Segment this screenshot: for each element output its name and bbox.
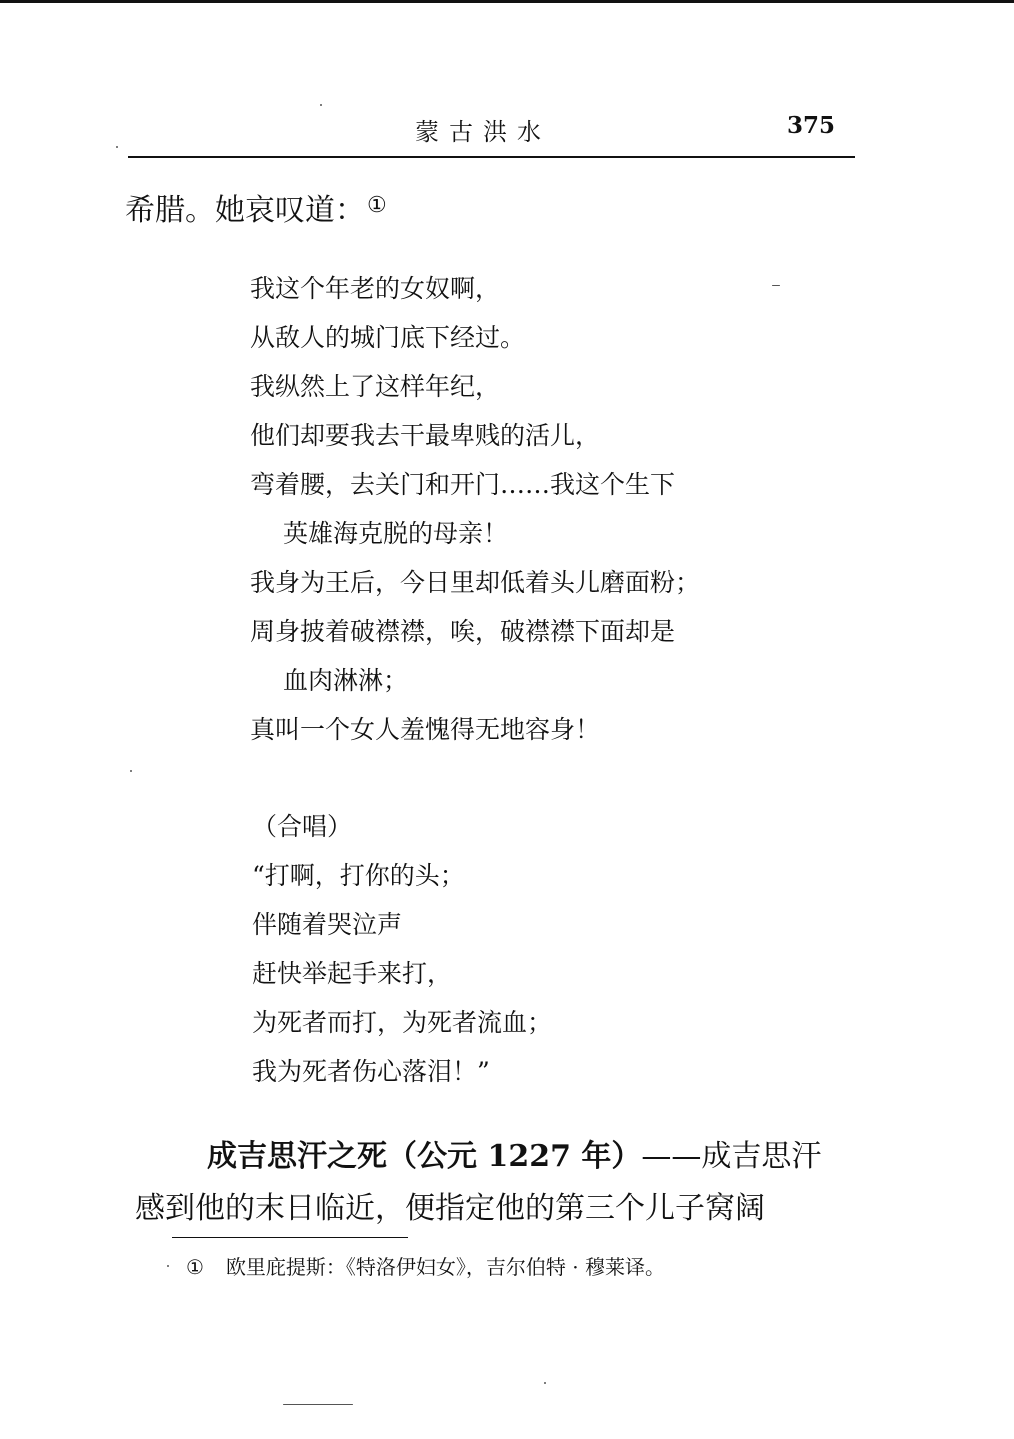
chorus-line: 赶快举起手来打， bbox=[252, 959, 453, 988]
section-heading: 成吉思汗之死 bbox=[207, 1139, 387, 1174]
scan-speck bbox=[772, 285, 780, 286]
verse-line: 我纵然上了这样年纪， bbox=[250, 372, 501, 401]
verse-line: 从敌人的城门底下经过。 bbox=[250, 323, 526, 352]
page-number: 375 bbox=[787, 112, 836, 139]
verse-line: 弯着腰，去关门和开门……我这个生下 bbox=[250, 470, 676, 499]
verse-line-continued: 血肉淋淋； bbox=[283, 666, 409, 695]
chorus-line: 伴随着哭泣声 bbox=[252, 910, 403, 939]
paragraph-first-line bbox=[135, 1131, 875, 1183]
header-rule bbox=[128, 156, 855, 158]
intro-text: 希腊。她哀叹道： bbox=[125, 193, 365, 228]
scan-speck bbox=[116, 146, 118, 148]
verse-block bbox=[250, 264, 700, 754]
chorus-line: “打啊，打你的头； bbox=[252, 861, 465, 890]
scan-speck bbox=[283, 1404, 353, 1405]
chorus-line: 为死者而打，为死者流血； bbox=[252, 1008, 553, 1037]
scan-top-edge bbox=[0, 0, 1014, 3]
chorus-block bbox=[252, 802, 552, 1096]
scan-speck bbox=[544, 1382, 546, 1384]
paragraph-text: ——成吉思汗 bbox=[641, 1139, 822, 1174]
verse-line-continued: 英雄海克脱的母亲！ bbox=[283, 519, 509, 548]
footnote-marker: ① bbox=[186, 1255, 204, 1279]
verse-line: 我身为王后，今日里却低着头儿磨面粉； bbox=[250, 568, 701, 597]
scan-speck bbox=[130, 770, 132, 772]
running-title: 蒙古洪水 bbox=[415, 118, 551, 146]
intro-line bbox=[125, 185, 387, 229]
chorus-label: （合唱） bbox=[252, 812, 353, 841]
footnote bbox=[186, 1251, 665, 1280]
chorus-line: 我为死者伤心落泪！” bbox=[252, 1057, 490, 1086]
footnote-reference: ① bbox=[367, 193, 387, 218]
verse-line: 我这个年老的女奴啊， bbox=[250, 274, 501, 303]
verse-line: 真叫一个女人羞愧得无地容身！ bbox=[250, 715, 601, 744]
verse-line: 周身披着破襟襟，唉，破襟襟下面却是 bbox=[250, 617, 676, 646]
verse-line: 他们却要我去干最卑贱的活儿， bbox=[250, 421, 601, 450]
footnote-text: 欧里庇提斯：《特洛伊妇女》，吉尔伯特 · 穆莱译。 bbox=[225, 1255, 666, 1279]
footnote-rule bbox=[172, 1237, 408, 1238]
section-paragraph bbox=[135, 1131, 875, 1235]
scan-speck bbox=[320, 104, 322, 106]
section-heading-date: （公元 1227 年） bbox=[387, 1139, 642, 1174]
paragraph-line: 感到他的末日临近，便指定他的第三个儿子窝阔 bbox=[135, 1191, 765, 1226]
scan-speck bbox=[167, 1265, 169, 1267]
